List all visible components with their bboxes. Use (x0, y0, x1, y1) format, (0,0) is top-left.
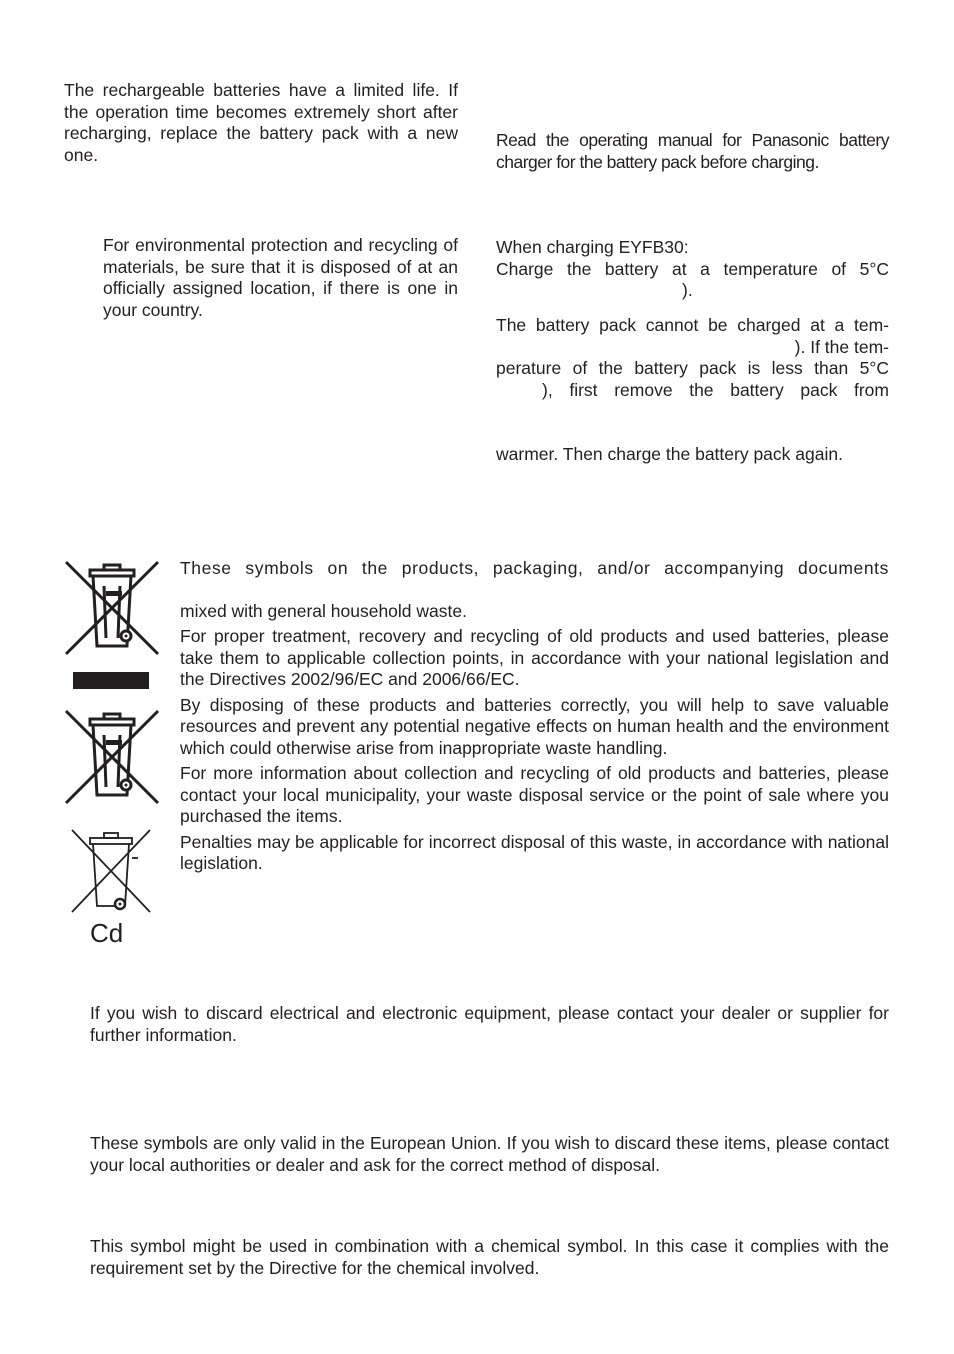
battery-life-paragraph (64, 80, 458, 166)
warmer-line (496, 444, 889, 466)
chemical-paragraph (90, 1236, 889, 1279)
cannot-charge-section (496, 315, 889, 401)
env-protection-paragraph (103, 235, 458, 321)
chemical-text: This symbol might be used in combination with a chemical symbol. In this case it complies with the requirement set by the Directive for the chemical involved. (90, 1236, 889, 1278)
crossed-bin-icon (64, 560, 160, 656)
discard-equipment-paragraph (90, 1003, 889, 1046)
cannot-charge-line-1: The battery pack cannot be charged at a tem- (496, 315, 889, 335)
cannot-charge-line-3: perature of the battery pack is less than 5°C (496, 358, 889, 378)
symbols-paragraphs (180, 626, 889, 875)
black-bar-mark (73, 672, 149, 689)
charge-temp-line-2: ). (682, 280, 693, 300)
symbols-intro (180, 558, 889, 580)
penalties-paragraph: Penalties may be applicable for incorrect disposal of this waste, in accordance with national legislation. (180, 831, 889, 873)
symbols-intro-line-2: mixed with general household waste. (180, 601, 467, 621)
crossed-bin-cd-icon (70, 828, 152, 914)
eu-only-paragraph (90, 1133, 889, 1176)
env-protection-text: For environmental protection and recycling of materials, be sure that it is disposed of at an officially assigned location, if there is one in your country. (103, 235, 458, 320)
charging-section (496, 237, 889, 302)
crossed-bin-battery-icon (64, 709, 160, 805)
charging-title: When charging EYFB30: (496, 237, 689, 257)
symbols-intro-line-1: These symbols on the products, packaging, and/or accompanying documents (180, 558, 889, 578)
information-paragraph: For more information about collection and recycling of old products and batteries, please contact your local municipality, your waste disposal service or the point of sale where you purchased the items. (180, 763, 889, 826)
eu-only-text: These symbols are only valid in the European Union. If you wish to discard these items, please contact your local authorities or dealer and ask for the correct method of disposal. (90, 1133, 889, 1175)
treatment-paragraph: For proper treatment, recovery and recycling of old products and used batteries, please take them to applicable collection points, in accordance with your national legislation and the Directives 2002/96/EC and 2006/66/EC. (180, 626, 889, 689)
read-manual-text: Read the operating manual for Panasonic battery charger for the battery pack before charging. (496, 130, 889, 172)
symbols-intro-2 (180, 601, 889, 623)
charge-temp-line-1: Charge the battery at a temperature of 5°C (496, 258, 889, 279)
battery-life-text: The rechargeable batteries have a limited life. If the operation time becomes extremely short after recharging, replace the battery pack with a new one. (64, 80, 458, 165)
discard-equipment-text: If you wish to discard electrical and electronic equipment, please contact your dealer or supplier for further information. (90, 1003, 889, 1045)
read-manual-paragraph (496, 130, 889, 173)
cannot-charge-line-2: ). If the tem- (794, 336, 889, 357)
cannot-charge-line-4: ), first remove the battery pack from (542, 379, 889, 400)
cannot-charge-line-5: warmer. Then charge the battery pack again. (496, 444, 843, 464)
cd-chemical-symbol: Cd (90, 918, 124, 948)
disposing-paragraph: By disposing of these products and batteries correctly, you will help to save valuable resources and prevent any potential negative effects on human health and the environment which could otherwise arise from inappropriate waste handling. (180, 694, 889, 758)
